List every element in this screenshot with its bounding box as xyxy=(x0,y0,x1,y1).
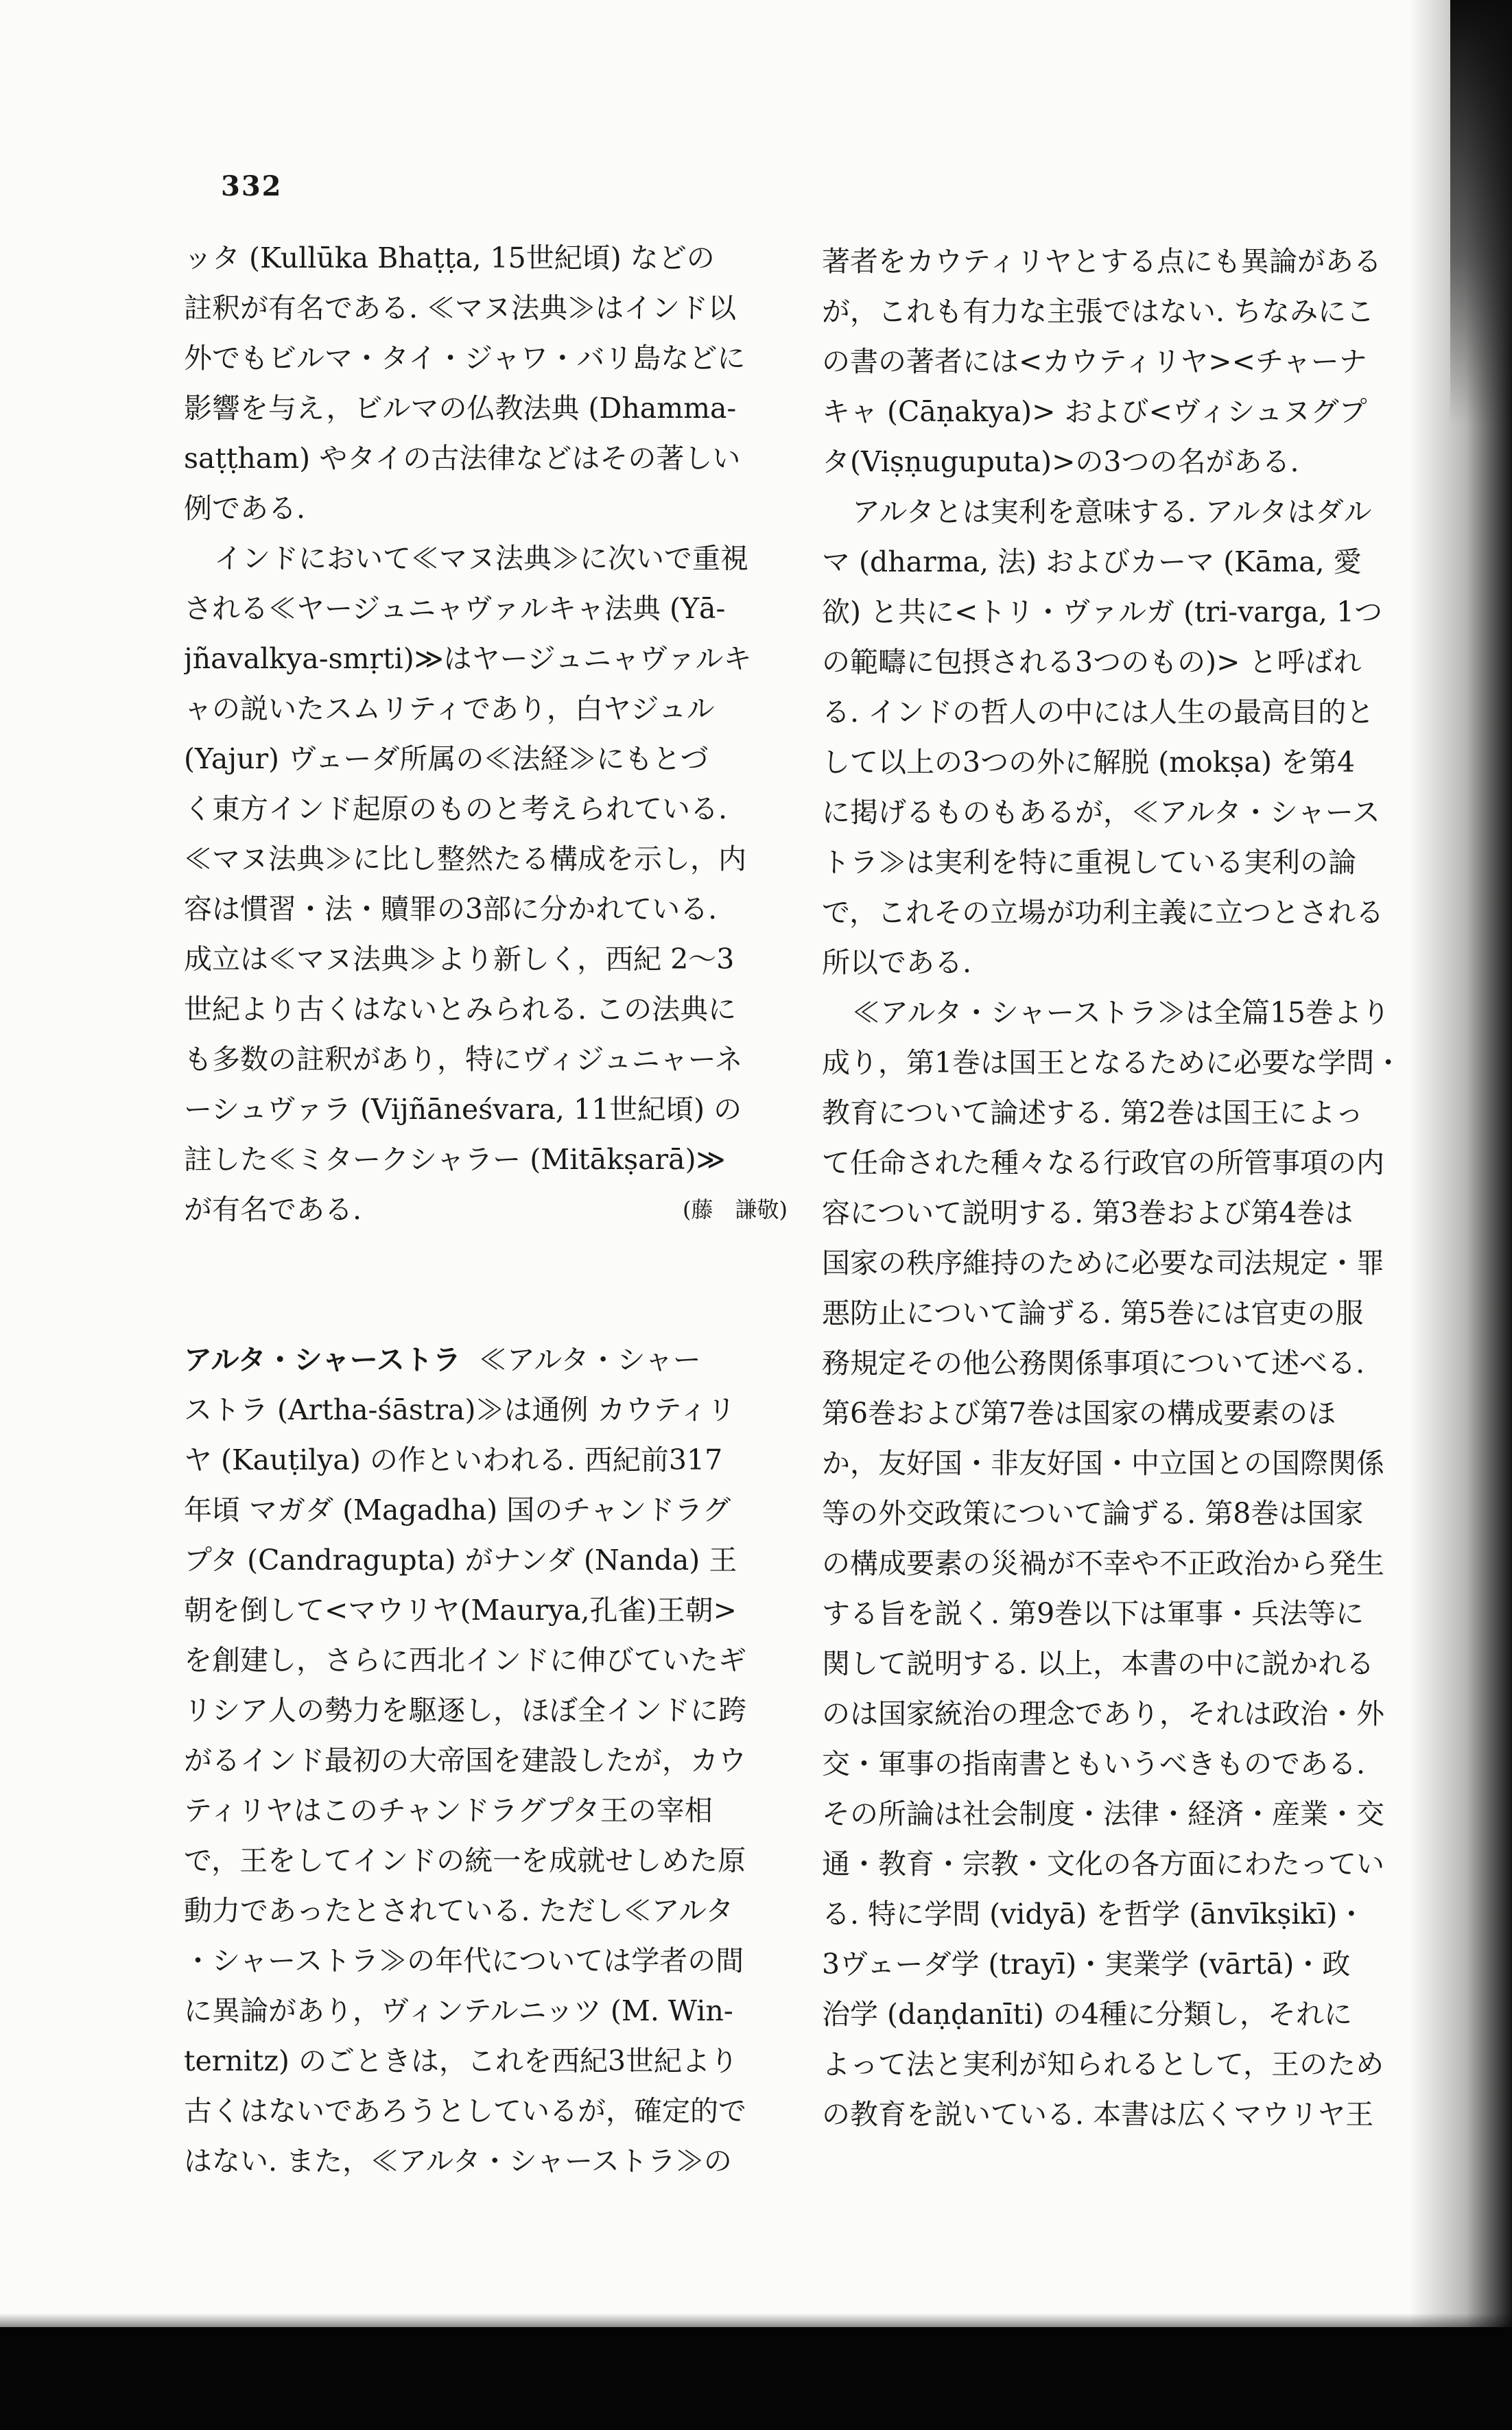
text-line: ティリヤはこのチャンドラグプタ王の宰相 xyxy=(184,1794,713,1827)
text-line: の教育を説いている. 本書は広くマウリヤ王 xyxy=(822,2098,1374,2131)
text-line: される≪ヤージュニャヴァルキャ法典 (Yā- xyxy=(184,592,726,625)
text-line: 関して説明する. 以上，本書の中に説かれる xyxy=(822,1647,1375,1680)
text-line: マ (dharma, 法) およびカーマ (Kāma, 愛 xyxy=(822,545,1362,578)
text-line: く東方インド起原のものと考えられている. xyxy=(184,792,728,825)
text-line: 容は慣習・法・贖罪の3部に分かれている. xyxy=(184,893,718,925)
text-line: 古くはないであろうとしているが，確定的で xyxy=(184,2095,746,2127)
text-line: か，友好国・非友好国・中立国との国際関係 xyxy=(822,1447,1384,1480)
text-line: ≪アルタ・シャーストラ≫は全篇15巻より xyxy=(852,996,1391,1029)
text-line xyxy=(184,1185,788,1235)
text-line: ッタ (Kullūka Bhaṭṭa, 15世紀頃) などの xyxy=(184,241,715,274)
text-line: トラ≫は実利を特に重視している実利の論 xyxy=(822,846,1356,879)
text-line: 成立は≪マヌ法典≫より新しく，西紀 2～3 xyxy=(184,943,735,976)
text-line: ≪マヌ法典≫に比し整然たる構成を示し，内 xyxy=(184,842,746,875)
text-line: 外でもビルマ・タイ・ジャワ・バリ島などに xyxy=(184,342,746,375)
text-line: して以上の3つの外に解脱 (mokṣa) を第4 xyxy=(822,746,1356,779)
author-signature: (藤 謙敬) xyxy=(683,1196,788,1223)
text-line: に異論があり，ヴィンテルニッツ (M. Win- xyxy=(184,1994,733,2027)
text-line: (Yajur) ヴェーダ所属の≪法経≫にもとづ xyxy=(184,742,709,775)
left-column xyxy=(184,233,788,2186)
text-line: ャの説いたスムリティであり，白ヤジュル xyxy=(184,692,715,725)
text-line: タ(Viṣṇuguputa)>の3つの名がある. xyxy=(822,445,1299,478)
text-line: 註釈が有名である. ≪マヌ法典≫はインド以 xyxy=(184,292,737,325)
text-line: 交・軍事の指南書ともいうべきものである. xyxy=(822,1747,1366,1780)
scan-edge-shadow xyxy=(1450,0,1512,425)
text-line: がるインド最初の大帝国を建設したが，カウ xyxy=(184,1744,746,1777)
text-line: で，これその立場が功利主義に立つとされる xyxy=(822,896,1384,929)
scan-bottom-fade xyxy=(0,2313,1512,2327)
text-line: で，王をしてインドの統一を成就せしめた原 xyxy=(184,1844,746,1877)
text-line: 欲) と共に<トリ・ヴァルガ (tri-varga, 1つ xyxy=(822,595,1383,628)
text-line: 著者をカウティリヤとする点にも異論がある xyxy=(822,245,1382,278)
text-line: 教育について論述する. 第2巻は国王によっ xyxy=(822,1096,1364,1129)
entry-headword: アルタ・シャーストラ xyxy=(184,1343,461,1376)
text-line: の書の著者には<カウティリヤ><チャーナ xyxy=(822,345,1367,378)
text-line: インドにおいて≪マヌ法典≫に次いで重視 xyxy=(214,542,748,575)
text-line-content: ≪アルタ・シャー xyxy=(478,1343,701,1376)
text-line: よって法と実利が知られるとして，王のため xyxy=(822,2048,1384,2081)
text-line: 年頃 マガダ (Magadha) 国のチャンドラグ xyxy=(184,1494,731,1526)
text-line: 等の外交政策について論ずる. 第8巻は国家 xyxy=(822,1497,1364,1530)
right-column xyxy=(822,237,1409,2140)
text-line: 第6巻および第7巻は国家の構成要素のほ xyxy=(822,1397,1336,1430)
text-line: て任命された種々なる行政官の所管事項の内 xyxy=(822,1146,1384,1179)
text-line: 動力であったとされている. ただし≪アルタ xyxy=(184,1894,734,1927)
text-line: 朝を倒して<マウリヤ(Maurya,孔雀)王朝> xyxy=(184,1594,737,1627)
text-line: ストラ (Artha-śāstra)≫は通例 カウティリ xyxy=(184,1393,736,1426)
text-line: 成り，第1巻は国王となるために必要な学問・ xyxy=(822,1046,1403,1079)
text-line-content: が有名である. xyxy=(184,1193,362,1226)
text-line: る. 特に学問 (vidyā) を哲学 (ānvīkṣikī)・ xyxy=(822,1898,1366,1931)
text-line: 治学 (daṇḍanīti) の4種に分類し，それに xyxy=(822,1998,1353,2031)
text-line: も多数の註釈があり，特にヴィジュニャーネ xyxy=(184,1043,743,1076)
scanner-bottom-border xyxy=(0,2327,1512,2430)
text-line: が，これも有力な主張ではない. ちなみにこ xyxy=(822,295,1375,328)
text-line: saṭṭham) やタイの古法律などはその著しい xyxy=(184,442,741,475)
text-line: 世紀より古くはないとみられる. この法典に xyxy=(184,993,737,1026)
text-line: キャ (Cāṇakya)> および<ヴィシュヌグプ xyxy=(822,395,1367,428)
text-line: ternitz) のごときは，これを西紀3世紀より xyxy=(184,2044,739,2077)
text-line: する旨を説く. 第9巻以下は軍事・兵法等に xyxy=(822,1597,1365,1630)
text-line: リシア人の勢力を駆逐し，ほぼ全インドに跨 xyxy=(184,1694,746,1727)
text-line: はない. また，≪アルタ・シャーストラ≫の xyxy=(184,2145,732,2178)
text-line: その所論は社会制度・法律・経済・産業・交 xyxy=(822,1797,1384,1830)
text-line: 例である. xyxy=(184,492,306,525)
text-line: ーシュヴァラ (Vijñāneśvara, 11世紀頃) の xyxy=(184,1093,742,1126)
text-line: 悪防止について論ずる. 第5巻には官吏の服 xyxy=(822,1297,1364,1330)
text-line: アルタとは実利を意味する. アルタはダル xyxy=(852,495,1372,528)
entry-first-line xyxy=(184,1335,788,1385)
text-line: 註した≪ミタークシャラー (Mitākṣarā)≫ xyxy=(184,1143,726,1176)
text-line: 国家の秩序維持のために必要な司法規定・罪 xyxy=(822,1247,1384,1279)
text-line: る. インドの哲人の中には人生の最高目的と xyxy=(822,696,1375,729)
text-line: に掲げるものもあるが，≪アルタ・シャース xyxy=(822,796,1380,829)
text-line: 所以である. xyxy=(822,946,972,979)
text-line: を創建し，さらに西北インドに伸びていたギ xyxy=(184,1644,746,1677)
text-line: ヤ (Kauṭilya) の作といわれる. 西紀前317 xyxy=(184,1443,723,1476)
text-line: ・シャーストラ≫の年代については学者の間 xyxy=(184,1944,744,1977)
text-line: 通・教育・宗教・文化の各方面にわたってい xyxy=(822,1848,1384,1880)
text-line: 影響を与え，ビルマの仏教法典 (Dhamma- xyxy=(184,392,737,425)
text-line: 3ヴェーダ学 (trayī)・実業学 (vārtā)・政 xyxy=(822,1948,1351,1981)
text-line: のは国家統治の理念であり，それは政治・外 xyxy=(822,1697,1384,1730)
blank-line xyxy=(184,1285,788,1335)
text-line: 容について説明する. 第3巻および第4巻は xyxy=(822,1196,1354,1229)
text-line: の範疇に包摂される3つのもの)> と呼ばれ xyxy=(822,646,1362,679)
blank-line xyxy=(184,1235,788,1285)
text-line: 務規定その他公務関係事項について述べる. xyxy=(822,1347,1365,1380)
page-number: 332 xyxy=(221,170,283,202)
text-line: の構成要素の災禍が不幸や不正政治から発生 xyxy=(822,1547,1384,1580)
text-line: プタ (Candragupta) がナンダ (Nanda) 王 xyxy=(184,1544,737,1577)
text-line: jñavalkya-smṛti)≫はヤージュニャヴァルキ xyxy=(184,642,752,675)
